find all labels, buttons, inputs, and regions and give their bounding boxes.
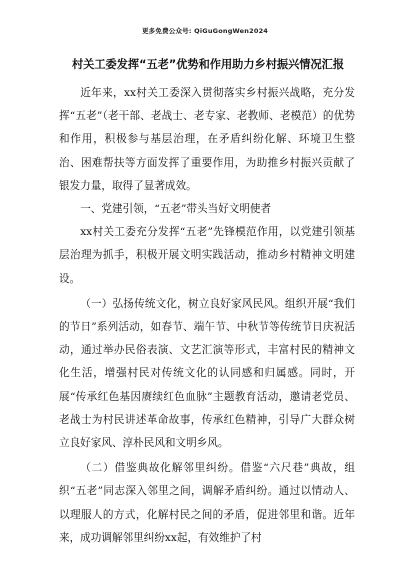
document-body [59,82,355,550]
section-heading: 一、党建引领，“五老”带头当好文明使者 [80,203,272,216]
subsection-paragraph-1: （一）弘扬传统文化，树立良好家风民风。组织开展“我们的节日”系列活动，如春节、端午节、中秋节等传统节日庆祝活动，通过举办民俗表演、文艺汇演等形式，丰富村民的精神文化生活，增强村民对传统文化的认同感和归属感。同时，开展“传承红色基因赓续红色血脉”主题教育活动，邀请老党员、老战士为村民讲述革命故事，传承红色精神，引导广大群众树立良好家风、淳朴民风和文明乡风。 [59,297,355,450]
intro-paragraph: 近年来，xx村关工委深入贯彻落实乡村振兴战略，充分发挥“五老”（老干部、老战士、老专家、老教师、老模范）的优势和作用，积极参与基层治理，在矛盾纠纷化解、环境卫生整治、困难帮扶等方面发挥了重要作用，为助推乡村振兴贡献了银发力量，取得了显著成效。 [59,87,355,192]
section-paragraph: xx村关工委充分发挥“五老”先锋模范作用，以党建引领基层治理为抓手，积极开展文明实践活动，推动乡村精神文明建设。 [59,226,355,285]
subsection-paragraph-2: （二）借鉴典故化解邻里纠纷。借鉴“六尺巷”典故，组织“五老”同志深入邻里之间，调解矛盾纠纷。通过以情动人、以理服人的方式，化解村民之间的矛盾，促进邻里和谐。近年来，成功调解邻里纠纷xx起，有效维护了村 [59,462,355,544]
document-title: 村关工委发挥“五老”优势和作用助力乡村振兴情况汇报 [71,58,345,71]
watermark-text: 更多免费公众号: QiGuGongWen2024 [141,27,269,35]
